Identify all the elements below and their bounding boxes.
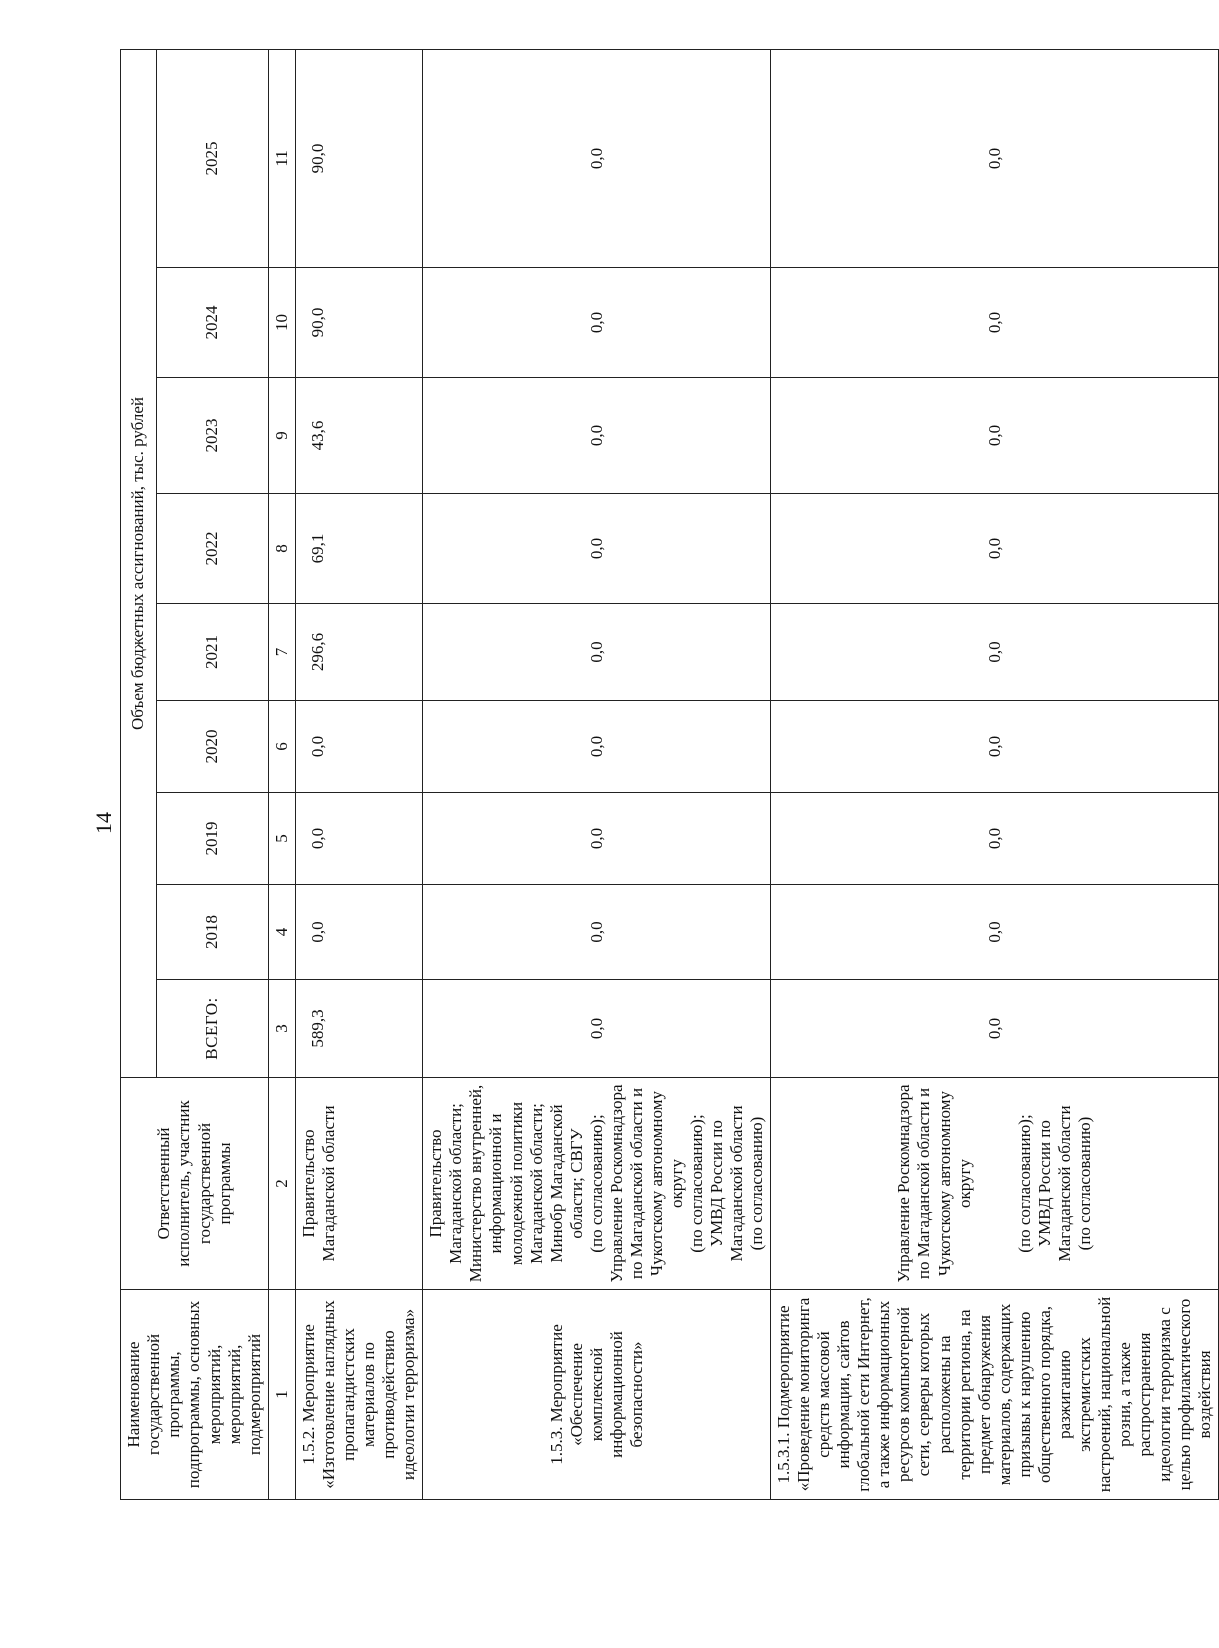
row-name: 1.5.3.1. Подмероприятие «Проведение мониторинга средств массовой информации, сайтов глобальной сети Интернет, а также информационных ресурсов компьютерной сети, серверы которых расположены на территории региона, на предмет обнаружения материалов, содержащих призывы к нарушению общественного порядка, разжиганию экстремистских настроений, национальной розни, а также распространения идеологии терроризма с целью профилактического воздействия [771, 1290, 1219, 1500]
header-year: 2023 [157, 378, 269, 494]
row-value: 0,0 [771, 49, 1219, 267]
header-year: 2020 [157, 701, 269, 793]
column-number: 1 [269, 1290, 296, 1500]
row-responsible: Управление Роскомнадзора по Магаданской области и Чукотскому автономному округу (по согласованию); УМВД России по Магаданской области (по согласованию) [771, 1078, 1219, 1290]
column-number: 11 [269, 49, 296, 267]
header-year: 2024 [157, 268, 269, 378]
row-value: 0,0 [423, 49, 771, 267]
row-value: 43,6 [296, 378, 423, 494]
row-value: 0,0 [423, 378, 771, 494]
table-row [423, 49, 771, 1499]
row-value: 0,0 [771, 268, 1219, 378]
row-responsible: Правительство Магаданской области; Министерство внутренней, информационной и молодежной политики Магаданской области; Минобр Магаданской области; СВГУ (по согласованию); Управление Роскомнадзора по Магаданской области и Чукотскому автономному округу (по согласованию); УМВД России по Магаданской области (по согласованию) [423, 1078, 771, 1290]
row-value: 0,0 [296, 885, 423, 980]
column-number: 2 [269, 1078, 296, 1290]
column-number: 9 [269, 378, 296, 494]
column-number: 4 [269, 885, 296, 980]
header-year: 2018 [157, 885, 269, 980]
header-year: 2025 [157, 49, 269, 267]
header-total: ВСЕГО: [157, 980, 269, 1078]
page-number: 14 [91, 812, 116, 834]
row-value: 0,0 [771, 885, 1219, 980]
header-responsible: Ответственный исполнитель, участник государственной программы [121, 1078, 269, 1290]
row-value: 90,0 [296, 268, 423, 378]
row-value: 69,1 [296, 494, 423, 604]
row-value: 0,0 [296, 701, 423, 793]
column-number: 5 [269, 793, 296, 885]
row-value: 0,0 [296, 793, 423, 885]
column-number: 8 [269, 494, 296, 604]
header-year: 2021 [157, 604, 269, 701]
row-value: 296,6 [296, 604, 423, 701]
row-value: 0,0 [771, 793, 1219, 885]
row-value: 0,0 [771, 494, 1219, 604]
row-value: 0,0 [423, 885, 771, 980]
header-year: 2022 [157, 494, 269, 604]
row-value: 90,0 [296, 49, 423, 267]
column-number: 6 [269, 701, 296, 793]
header-year: 2019 [157, 793, 269, 885]
row-value: 0,0 [771, 604, 1219, 701]
column-number-row [269, 49, 296, 1499]
row-total: 0,0 [771, 980, 1219, 1078]
table-row [296, 49, 423, 1499]
row-value: 0,0 [423, 494, 771, 604]
row-value: 0,0 [771, 378, 1219, 494]
row-value: 0,0 [771, 701, 1219, 793]
row-value: 0,0 [423, 604, 771, 701]
row-name: 1.5.3. Мероприятие «Обеспечение комплексной информационной безопасности» [423, 1290, 771, 1500]
row-name: 1.5.2. Мероприятие «Изготовление наглядных пропагандистских материалов по противодействию идеологии терроризма» [296, 1290, 423, 1500]
header-name: Наименование государственной программы, подпрограммы, основных мероприятий, мероприятий, подмероприятий [121, 1290, 269, 1500]
row-value: 0,0 [423, 268, 771, 378]
row-total: 0,0 [423, 980, 771, 1078]
row-value: 0,0 [423, 793, 771, 885]
column-number: 10 [269, 268, 296, 378]
column-number: 3 [269, 980, 296, 1078]
row-responsible: Правительство Магаданской области [296, 1078, 423, 1290]
row-total: 589,3 [296, 980, 423, 1078]
column-number: 7 [269, 604, 296, 701]
budget-table [120, 49, 1219, 1500]
header-volume: Объем бюджетных ассигнований, тыс. рублей [121, 49, 157, 1077]
rotated-table-container [120, 50, 1215, 1500]
row-value: 0,0 [423, 701, 771, 793]
table-row [771, 49, 1219, 1499]
